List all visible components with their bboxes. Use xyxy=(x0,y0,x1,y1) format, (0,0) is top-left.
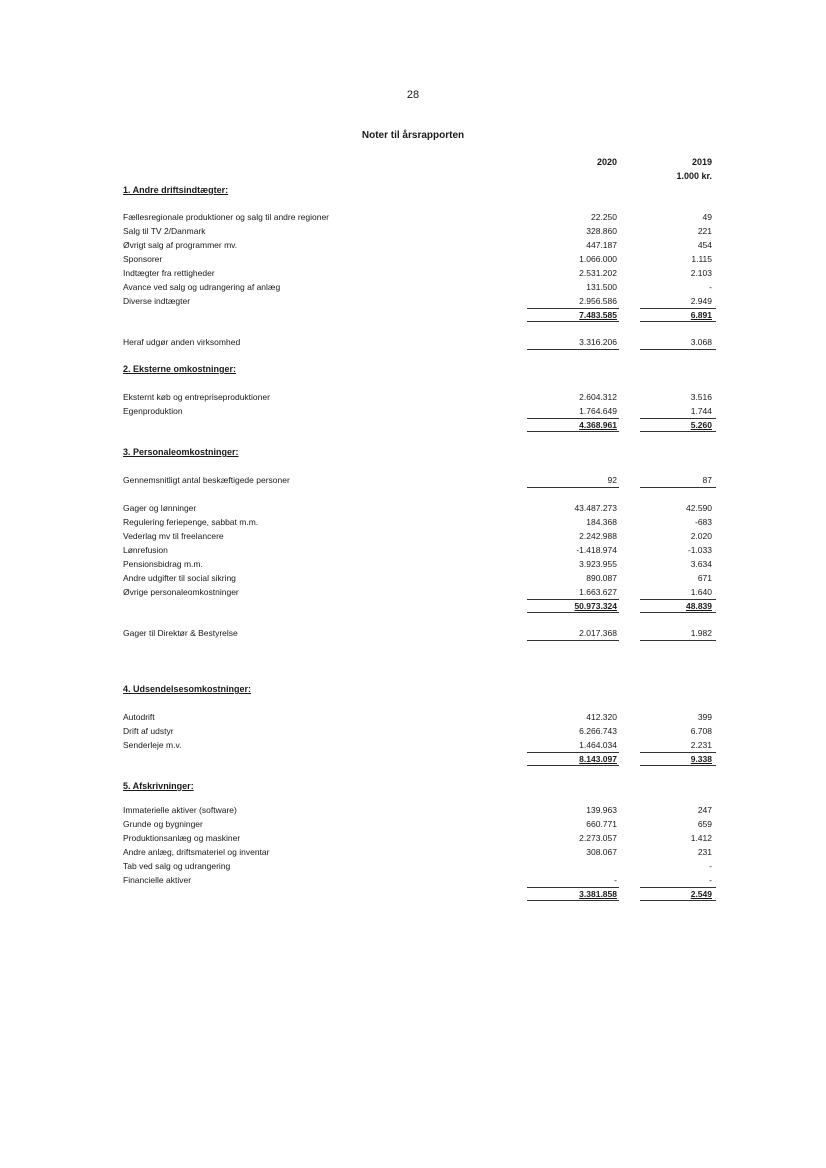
divider-rule xyxy=(527,487,619,488)
row-value-2019: -1.033 xyxy=(687,545,712,555)
subtotal-rule xyxy=(640,752,716,753)
employees-2020: 92 xyxy=(607,475,617,485)
total-rule xyxy=(527,431,619,432)
total-2019: 5.260 xyxy=(690,420,712,430)
row-value-2019: 1.412 xyxy=(690,833,712,843)
total-2019: 9.338 xyxy=(690,754,712,764)
total-2020: 4.368.961 xyxy=(579,420,617,430)
subtotal-rule xyxy=(527,599,619,600)
row-value-2020: 1.066.000 xyxy=(579,254,617,264)
row-value-2020: 1.464.034 xyxy=(579,740,617,750)
total-2019: 6.891 xyxy=(690,310,712,320)
section-heading-5: 5. Afskrivninger: xyxy=(123,781,194,791)
row-value-2020: 3.923.955 xyxy=(579,559,617,569)
total-rule xyxy=(527,612,619,613)
total-2019: 48.839 xyxy=(686,601,712,611)
row-label: Lønrefusion xyxy=(123,545,168,555)
row-label: Øvrigt salg af programmer mv. xyxy=(123,240,238,250)
divider-rule xyxy=(640,349,716,350)
column-header-2020: 2020 xyxy=(596,157,617,167)
section-heading-4: 4. Udsendelsesomkostninger: xyxy=(123,684,252,694)
subtotal-rule xyxy=(527,308,619,309)
divider-rule xyxy=(640,487,716,488)
row-value-2019: 2.103 xyxy=(690,268,712,278)
row-label: Diverse indtægter xyxy=(123,296,191,306)
row-value-2020: 139.963 xyxy=(586,805,617,815)
row-value-2019: 6.708 xyxy=(690,726,712,736)
subtotal-rule xyxy=(640,599,716,600)
total-rule xyxy=(640,612,716,613)
row-value-2019: 454 xyxy=(697,240,712,250)
row-value-2020: 2.242.988 xyxy=(579,531,617,541)
total-2020: 7.483.585 xyxy=(579,310,617,320)
row-value-2020: 1.764.649 xyxy=(579,406,617,416)
employees-2019: 87 xyxy=(702,475,712,485)
row-value-2020: 328.860 xyxy=(586,226,617,236)
row-value-2019: 2.020 xyxy=(690,531,712,541)
row-label: Regulering feriepenge, sabbat m.m. xyxy=(123,517,259,527)
row-label: Egenproduktion xyxy=(123,406,183,416)
row-label: Financielle aktiver xyxy=(123,875,192,885)
subtotal-rule xyxy=(527,418,619,419)
row-value-2019: 659 xyxy=(697,819,712,829)
employees-label: Gennemsnitligt antal beskæftigede personer xyxy=(123,475,290,485)
row-value-2020: -1.418.974 xyxy=(576,545,617,555)
total-rule xyxy=(527,765,619,766)
extra-label: Heraf udgør anden virksomhed xyxy=(123,337,241,347)
row-label: Drift af udstyr xyxy=(123,726,174,736)
subtotal-rule xyxy=(527,752,619,753)
row-label: Eksternt køb og entrepriseproduktioner xyxy=(123,392,270,402)
row-value-2020: 22.250 xyxy=(591,212,617,222)
subtotal-rule xyxy=(527,887,619,888)
row-value-2020: 43.487.273 xyxy=(574,503,617,513)
row-value-2020: 1.663.627 xyxy=(579,587,617,597)
row-label: Autodrift xyxy=(123,712,155,722)
column-header-2019: 2019 xyxy=(691,157,712,167)
row-label: Sponsorer xyxy=(123,254,163,264)
extra-value-2020: 2.017.368 xyxy=(579,628,617,638)
total-rule xyxy=(527,900,619,901)
row-value-2019: 1.640 xyxy=(690,587,712,597)
row-value-2019: 231 xyxy=(697,847,712,857)
total-2020: 8.143.097 xyxy=(579,754,617,764)
row-value-2020: 2.604.312 xyxy=(579,392,617,402)
column-unit: 1.000 kr. xyxy=(676,171,712,181)
row-value-2020: - xyxy=(614,875,617,885)
row-value-2020: 2.956.586 xyxy=(579,296,617,306)
total-rule xyxy=(640,431,716,432)
row-value-2019: 671 xyxy=(697,573,712,583)
row-label: Tab ved salg og udrangering xyxy=(123,861,231,871)
page-title: Noter til årsrapporten xyxy=(361,130,465,141)
row-value-2020: 131.500 xyxy=(586,282,617,292)
row-value-2019: 247 xyxy=(697,805,712,815)
row-label: Immaterielle aktiver (software) xyxy=(123,805,237,815)
row-value-2019: 3.516 xyxy=(690,392,712,402)
row-value-2019: - xyxy=(709,861,712,871)
row-label: Senderleje m.v. xyxy=(123,740,182,750)
row-label: Andre anlæg, driftsmateriel og inventar xyxy=(123,847,270,857)
row-value-2019: 2.231 xyxy=(690,740,712,750)
row-value-2019: 1.744 xyxy=(690,406,712,416)
row-value-2019: 399 xyxy=(697,712,712,722)
row-value-2020: 6.266.743 xyxy=(579,726,617,736)
row-value-2020: 890.087 xyxy=(586,573,617,583)
total-rule xyxy=(527,321,619,322)
row-label: Andre udgifter til social sikring xyxy=(123,573,236,583)
row-value-2020: 184.368 xyxy=(586,517,617,527)
subtotal-rule xyxy=(640,887,716,888)
total-rule xyxy=(640,321,716,322)
subtotal-rule xyxy=(640,308,716,309)
row-label: Produktionsanlæg og maskiner xyxy=(123,833,241,843)
section-heading-2: 2. Eksterne omkostninger: xyxy=(123,364,237,374)
divider-rule xyxy=(640,640,716,641)
total-2019: 2.549 xyxy=(690,889,712,899)
row-label: Salg til TV 2/Danmark xyxy=(123,226,206,236)
row-label: Fællesregionale produktioner og salg til andre regioner xyxy=(123,212,330,222)
section-heading-1: 1. Andre driftsindtægter: xyxy=(123,185,229,195)
extra-value-2019: 3.068 xyxy=(690,337,712,347)
row-label: Indtægter fra rettigheder xyxy=(123,268,215,278)
row-value-2019: 1.115 xyxy=(691,254,712,264)
row-value-2019: 49 xyxy=(702,212,712,222)
row-label: Vederlag mv til freelancere xyxy=(123,531,224,541)
row-value-2020: 447.187 xyxy=(586,240,617,250)
subtotal-rule xyxy=(640,418,716,419)
row-label: Grunde og bygninger xyxy=(123,819,203,829)
row-label: Gager og lønninger xyxy=(123,503,197,513)
row-value-2019: - xyxy=(709,282,712,292)
row-label: Avance ved salg og udrangering af anlæg xyxy=(123,282,281,292)
page-number: 28 xyxy=(406,89,420,101)
row-value-2019: 42.590 xyxy=(686,503,712,513)
divider-rule xyxy=(527,640,619,641)
section-heading-3: 3. Personaleomkostninger: xyxy=(123,447,239,457)
extra-value-2020: 3.316.206 xyxy=(579,337,617,347)
total-2020: 3.381.858 xyxy=(579,889,617,899)
total-rule xyxy=(640,765,716,766)
row-value-2019: 221 xyxy=(697,226,712,236)
total-2020: 50.973.324 xyxy=(574,601,617,611)
row-value-2020: 412.320 xyxy=(586,712,617,722)
row-value-2019: 3.634 xyxy=(690,559,712,569)
row-label: Pensionsbidrag m.m. xyxy=(123,559,203,569)
row-value-2019: - xyxy=(709,875,712,885)
row-value-2019: -683 xyxy=(694,517,712,527)
extra-value-2019: 1.982 xyxy=(690,628,712,638)
row-value-2020: 308.067 xyxy=(586,847,617,857)
row-value-2020: 2.273.057 xyxy=(579,833,617,843)
row-value-2019: 2.949 xyxy=(690,296,712,306)
row-value-2020: 2.531.202 xyxy=(579,268,617,278)
divider-rule xyxy=(527,349,619,350)
row-value-2020: 660.771 xyxy=(586,819,617,829)
extra-label: Gager til Direktør & Bestyrelse xyxy=(123,628,238,638)
row-label: Øvrige personaleomkostninger xyxy=(123,587,239,597)
total-rule xyxy=(640,900,716,901)
